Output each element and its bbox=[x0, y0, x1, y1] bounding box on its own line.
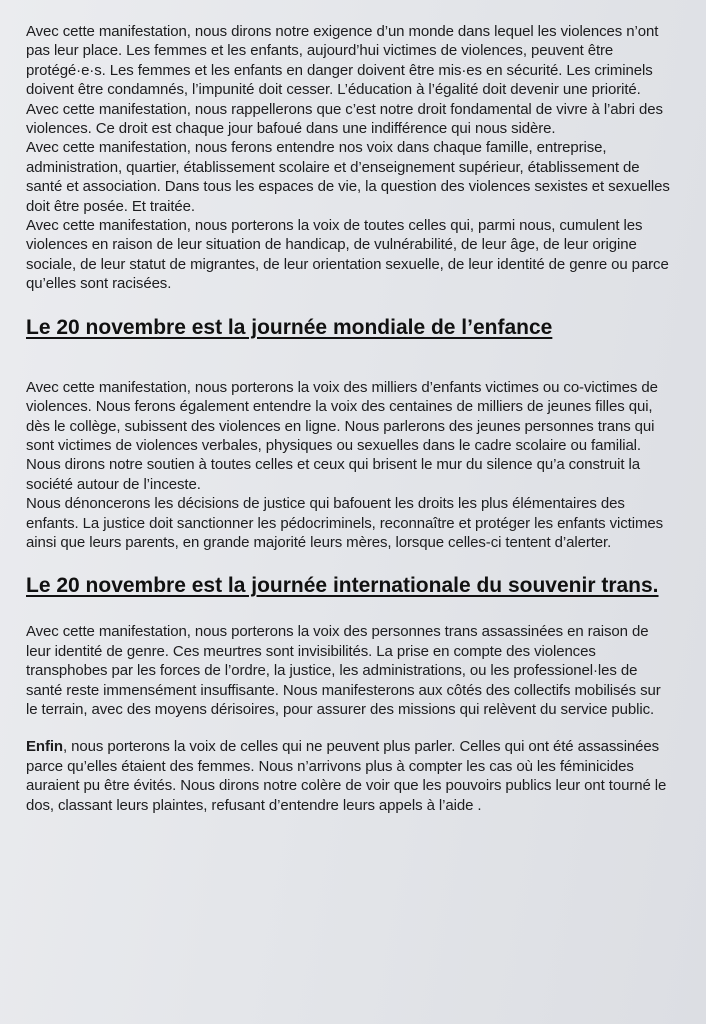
section-souvenir-trans bbox=[26, 622, 672, 719]
section-violences bbox=[26, 22, 672, 294]
closing-paragraph bbox=[26, 737, 672, 815]
closing-text: , nous porterons la voix de celles qui ne peuvent plus parler. Celles qui ont été assassinées parce qu’elles étaient des femmes. Nous n’arrivons plus à compter les cas où les féminicides auraient pu être évités. Nous dirons notre colère de voir que les pouvoirs publics leur ont tourné le dos, classant leurs plaintes, refusant d’entendre leurs appels à l’aide . bbox=[26, 738, 667, 814]
closing-lead-word: Enfin bbox=[26, 738, 63, 756]
paragraph: Avec cette manifestation, nous rappellerons que c’est notre droit fondamental de vivre à l’abri des violences. Ce droit est chaque jour bafoué dans une indifférence qui nous sidère. bbox=[26, 100, 663, 138]
paragraph: Avec cette manifestation, nous ferons entendre nos voix dans chaque famille, entreprise, administration, quartier, établissement scolaire et d’enseignement supérieur, établissement de santé et association. Dans tous les espaces de vie, la question des violences sexistes et sexuelles doit être posée. Et traitée. bbox=[26, 139, 670, 215]
section-heading-enfance: Le 20 novembre est la journée mondiale de l’enfance bbox=[26, 315, 553, 339]
paragraph: Avec cette manifestation, nous dirons notre exigence d’un monde dans lequel les violences n’ont pas leur place. Les femmes et les enfants, aujourd’hui victimes de violences, peuvent être protégé·e·s. Les femmes et les enfants en danger doivent être mis·es en sécurité. Les criminels doivent être condamnés, l’impunité doit cesser. L’éducation à l’égalité doit devenir une priorité. bbox=[26, 23, 659, 99]
paragraph: Avec cette manifestation, nous porterons la voix de toutes celles qui, parmi nous, cumulent les violences en raison de leur situation de handicap, de vulnérabilité, de leur âge, de leur origine sociale, de leur statut de migrantes, de leur orientation sexuelle, de leur identité de genre ou parce qu’elles sont racisées. bbox=[26, 217, 669, 293]
section-enfance bbox=[26, 378, 672, 553]
section-heading-souvenir-trans: Le 20 novembre est la journée internationale du souvenir trans. bbox=[26, 574, 659, 598]
paragraph: Avec cette manifestation, nous porterons la voix des milliers d’enfants victimes ou co-victimes de violences. Nous ferons également entendre la voix des centaines de milliers de jeunes filles qui, dès le collège, subissent des violences en ligne. Nous parlerons des jeunes personnes trans qui sont victimes de violences verbales, physiques ou sexuelles dans le cadre scolaire ou familial. Nous dirons notre soutien à toutes celles et ceux qui brisent le mur du silence qu’a construit la société autour de l’inceste. bbox=[26, 378, 658, 493]
paragraph: Nous dénoncerons les décisions de justice qui bafouent les droits les plus élémentaires des enfants. La justice doit sanctionner les pédocriminels, reconnaître et protéger les enfants victimes ainsi que leurs parents, en grande majorité leurs mères, lorsque celles-ci tentent d’alerter. bbox=[26, 495, 664, 551]
paragraph: Avec cette manifestation, nous porterons la voix des personnes trans assassinées en raison de leur identité de genre. Ces meurtres sont invisibilités. La prise en compte des violences transphobes par les forces de l’ordre, la justice, les administrations, ou les professionel·les de santé reste immensément insuffisante. Nous manifesterons aux côtés des collectifs mobilisés sur le terrain, avec des moyens dérisoires, pour assurer des missions qui relèvent du service public. bbox=[26, 623, 661, 718]
